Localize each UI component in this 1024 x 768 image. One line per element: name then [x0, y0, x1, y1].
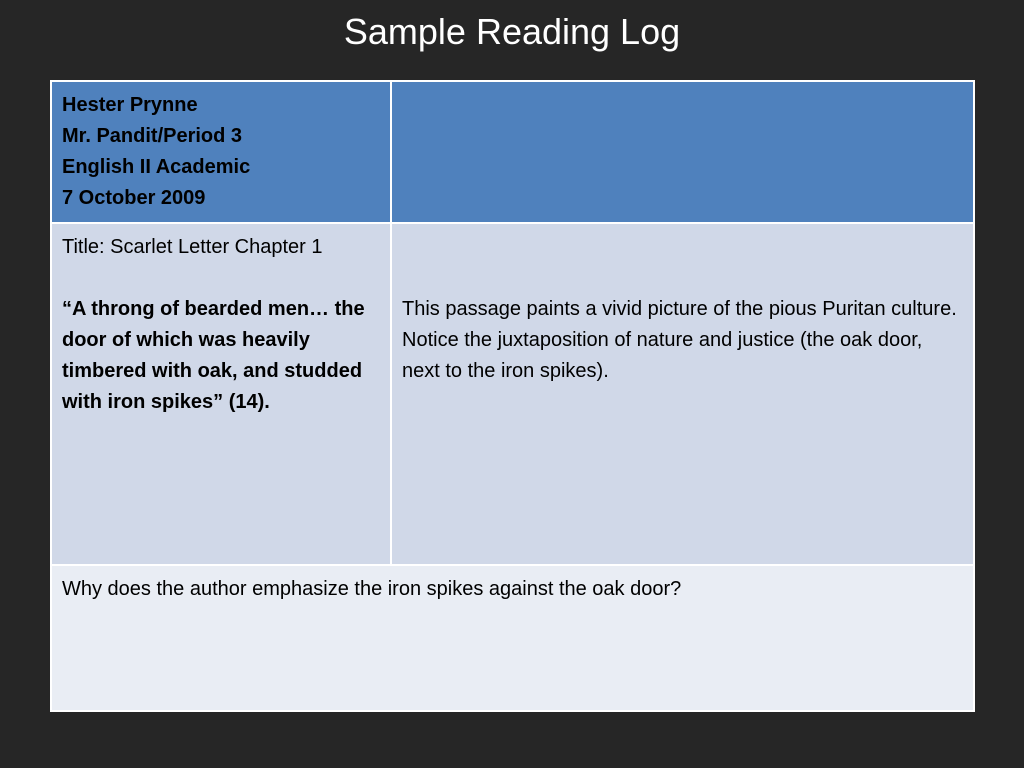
slide-title: Sample Reading Log — [343, 11, 681, 52]
entry-row — [51, 223, 974, 565]
student-name: Hester Prynne — [62, 94, 198, 116]
question-text: Why does the author emphasize the iron spikes against the oak door? — [62, 578, 682, 600]
quote-cell — [51, 223, 391, 565]
commentary-cell — [391, 223, 974, 565]
quote-text: “A throng of bearded men… the door of which was heavily timbered with oak, and studded with iron spikes” (14). — [62, 298, 365, 413]
question-row — [51, 565, 974, 711]
entry-date: 7 October 2009 — [62, 187, 206, 209]
student-info-cell — [51, 81, 391, 223]
header-row — [51, 81, 974, 223]
commentary-text: This passage paints a vivid picture of the pious Puritan culture. Notice the juxtaposition of nature and justice (the oak door, next to the iron spikes). — [402, 298, 957, 382]
teacher-period: Mr. Pandit/Period 3 — [62, 125, 243, 147]
question-cell — [51, 565, 974, 711]
course-name: English II Academic — [62, 156, 251, 178]
reading-log-table — [50, 80, 975, 712]
header-right-cell — [391, 81, 974, 223]
entry-title: Title: Scarlet Letter Chapter 1 — [62, 236, 323, 258]
